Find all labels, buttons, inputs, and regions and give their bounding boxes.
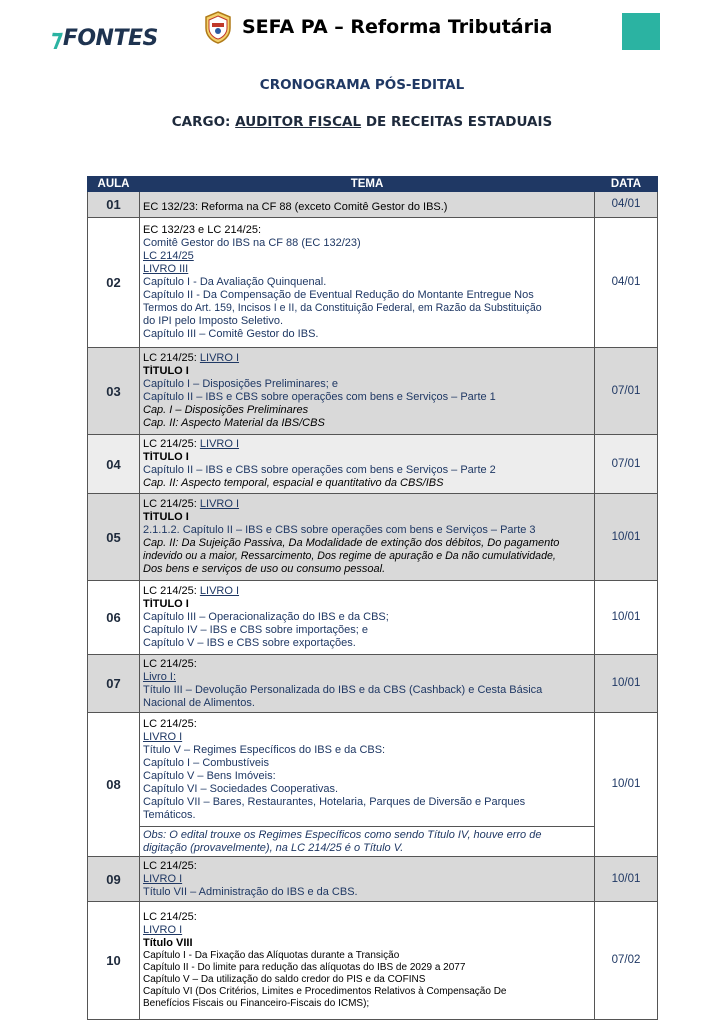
tema-line: Título VII – Administração do IBS e da CBS. (143, 885, 358, 898)
tema-line: LIVRO I (143, 730, 183, 743)
tema-line: TÍTULO I (143, 365, 189, 377)
tema-line: Capítulo III – Comitê Gestor do IBS. (143, 328, 319, 340)
tema-line: Capítulo V – Bens Imóveis: (143, 769, 276, 782)
tema-line: Título V – Regimes Específicos do IBS e da CBS: (143, 743, 386, 756)
tema-line: Capítulo I - Da Fixação das Alíquotas durante a Transição (143, 950, 400, 961)
tema-line: indevido ou a maior, Ressarcimento, Dos regime de apuração e Da não cumulatividade, (143, 550, 556, 562)
tema-line: Dos bens e serviços de uso ou consumo pessoal. (143, 563, 386, 575)
tema-line: LIVRO I (143, 872, 183, 885)
table-row (88, 348, 658, 435)
table-header-row (88, 177, 658, 192)
tema-line: Capítulo II – IBS e CBS sobre operações com bens e Serviços – Parte 1 (143, 391, 496, 403)
tema-line: Nacional de Alimentos. (143, 696, 255, 709)
tema-line: Cap. II: Aspecto temporal, espacial e quantitativo da CBS/IBS (143, 477, 444, 489)
aula-number: 06 (88, 581, 140, 655)
tema-line: Temáticos. (143, 808, 196, 821)
note-row (88, 827, 658, 857)
tema-line: Capítulo VI (Dos Critérios, Limites e Procedimentos Relativos à Compensação De (143, 986, 507, 997)
header-accent-square (622, 13, 660, 50)
tema-line: Benefícios Fiscais ou Financeiro-Fiscais do ICMS); (143, 998, 370, 1009)
tema-line: LC 214/25: (143, 911, 197, 923)
cargo-line (0, 114, 724, 130)
table-row (88, 713, 658, 827)
tema-line: Título VIII (143, 937, 193, 949)
aula-number: 02 (88, 218, 140, 348)
aula-number: 05 (88, 494, 140, 581)
tema-line: TÍTULO I (143, 451, 189, 463)
tema-cell (140, 902, 595, 1020)
tema-cell (140, 218, 595, 348)
tema-cell (140, 348, 595, 435)
data-cell: 10/01 (595, 655, 658, 713)
tema-line: 2.1.1.2. Capítulo II – IBS e CBS sobre operações com bens e Serviços – Parte 3 (143, 524, 536, 536)
tema-line: Capítulo II - Do limite para redução das alíquotas do IBS de 2029 a 2077 (143, 962, 466, 973)
aula-number: 10 (88, 902, 140, 1020)
cargo-rest: DE RECEITAS ESTADUAIS (365, 114, 553, 130)
tema-line: EC 132/23: Reforma na CF 88 (exceto Comitê Gestor do IBS.) (143, 201, 448, 213)
note-cell (140, 827, 595, 857)
tema-line: Capítulo I – Combustíveis (143, 756, 269, 769)
table-row (88, 218, 658, 348)
data-cell: 10/01 (595, 857, 658, 902)
tema-line: LC 214/25: (143, 717, 197, 730)
data-cell: 04/01 (595, 218, 658, 348)
aula-number: 04 (88, 435, 140, 494)
tema-cell (140, 494, 595, 581)
tema-line: Capítulo II - Da Compensação de Eventual Redução do Montante Entregue Nos (143, 289, 534, 301)
table-row (88, 581, 658, 655)
tema-line: Capítulo V – IBS e CBS sobre exportações. (143, 637, 356, 649)
tema-line: LC 214/25: LIVRO I (143, 585, 240, 597)
tema-line: Capítulo II – IBS e CBS sobre operações com bens e Serviços – Parte 2 (143, 464, 496, 476)
aula-number: 01 (88, 192, 140, 218)
tema-line: TÍTULO I (143, 598, 189, 610)
tema-line: TÍTULO I (143, 511, 189, 523)
logo-text: FONTES (62, 25, 158, 51)
tema-line: do IPI pelo Imposto Seletivo. (143, 315, 284, 327)
tema-line: Título III – Devolução Personalizada do IBS e da CBS (Cashback) e Cesta Básica (143, 683, 543, 696)
cargo-label: CARGO: (171, 114, 231, 130)
tema-cell (140, 655, 595, 713)
tema-cell (140, 857, 595, 902)
data-cell: 07/01 (595, 348, 658, 435)
note-line: Obs: O edital trouxe os Regimes Específicos como sendo Título IV, houve erro de (143, 828, 542, 841)
tema-line: Capítulo IV – IBS e CBS sobre importações; e (143, 624, 369, 636)
tema-line: Livro I: (143, 670, 177, 683)
tema-line: LIVRO III (143, 263, 189, 275)
table-row (88, 902, 658, 1020)
tema-cell (140, 435, 595, 494)
tema-line: EC 132/23 e LC 214/25: (143, 224, 262, 236)
tema-line: LC 214/25: LIVRO I (143, 352, 240, 364)
table-row (88, 435, 658, 494)
cargo-underlined: AUDITOR FISCAL (235, 114, 362, 130)
table-row (88, 192, 658, 218)
data-cell: 07/02 (595, 902, 658, 1020)
fontes-logo (50, 24, 158, 52)
aula-number: 08 (88, 713, 140, 857)
tema-line: Termos do Art. 159, Incisos I e II, da Constituição Federal, em Razão da Substituição (143, 302, 542, 314)
data-cell: 04/01 (595, 192, 658, 218)
tema-line: Capítulo VII – Bares, Restaurantes, Hotelaria, Parques de Diversão e Parques (143, 795, 526, 808)
document-title: CRONOGRAMA PÓS-EDITAL (259, 77, 465, 93)
table-row (88, 494, 658, 581)
fontes-logo-mark-icon: ⁊ (50, 24, 62, 52)
tema-line: LC 214/25 (143, 250, 194, 262)
tema-line: Capítulo I - Da Avaliação Quinquenal. (143, 276, 327, 288)
aula-number: 03 (88, 348, 140, 435)
aula-number: 09 (88, 857, 140, 902)
table-row (88, 857, 658, 902)
state-crest-icon (203, 10, 233, 44)
col-header-tema: TEMA (140, 177, 595, 192)
data-cell: 10/01 (595, 494, 658, 581)
tema-line: Capítulo III – Operacionalização do IBS e da CBS; (143, 611, 389, 623)
data-cell: 07/01 (595, 435, 658, 494)
tema-line: LC 214/25: LIVRO I (143, 498, 240, 510)
data-cell: 10/01 (595, 581, 658, 655)
table-row (88, 655, 658, 713)
page-header (0, 0, 724, 60)
tema-line: LC 214/25: LIVRO I (143, 438, 240, 450)
aula-number: 07 (88, 655, 140, 713)
note-line: digitação (provavelmente), na LC 214/25 é o Título V. (143, 841, 404, 854)
col-header-aula: AULA (88, 177, 140, 192)
header-title: SEFA PA – Reforma Tributária (242, 16, 553, 38)
tema-line: LC 214/25: (143, 859, 197, 872)
schedule-table (87, 176, 658, 1020)
tema-cell (140, 192, 595, 218)
tema-line: LC 214/25: (143, 657, 197, 670)
tema-line: Cap. II: Aspecto Material da IBS/CBS (143, 417, 325, 429)
tema-cell (140, 581, 595, 655)
tema-line: LIVRO I (143, 924, 183, 936)
col-header-data: DATA (595, 177, 658, 192)
tema-cell (140, 713, 595, 827)
tema-line: Cap. I – Disposições Preliminares (143, 404, 309, 416)
tema-line: Capítulo VI – Sociedades Cooperativas. (143, 782, 339, 795)
tema-line: Capítulo I – Disposições Preliminares; e (143, 378, 339, 390)
tema-line: Capítulo V – Da utilização do saldo credor do PIS e da COFINS (143, 974, 426, 985)
data-cell: 10/01 (595, 713, 658, 857)
tema-line: Comitê Gestor do IBS na CF 88 (EC 132/23) (143, 237, 361, 249)
tema-line: Cap. II: Da Sujeição Passiva, Da Modalidade de extinção dos débitos, Do pagamento (143, 537, 560, 549)
